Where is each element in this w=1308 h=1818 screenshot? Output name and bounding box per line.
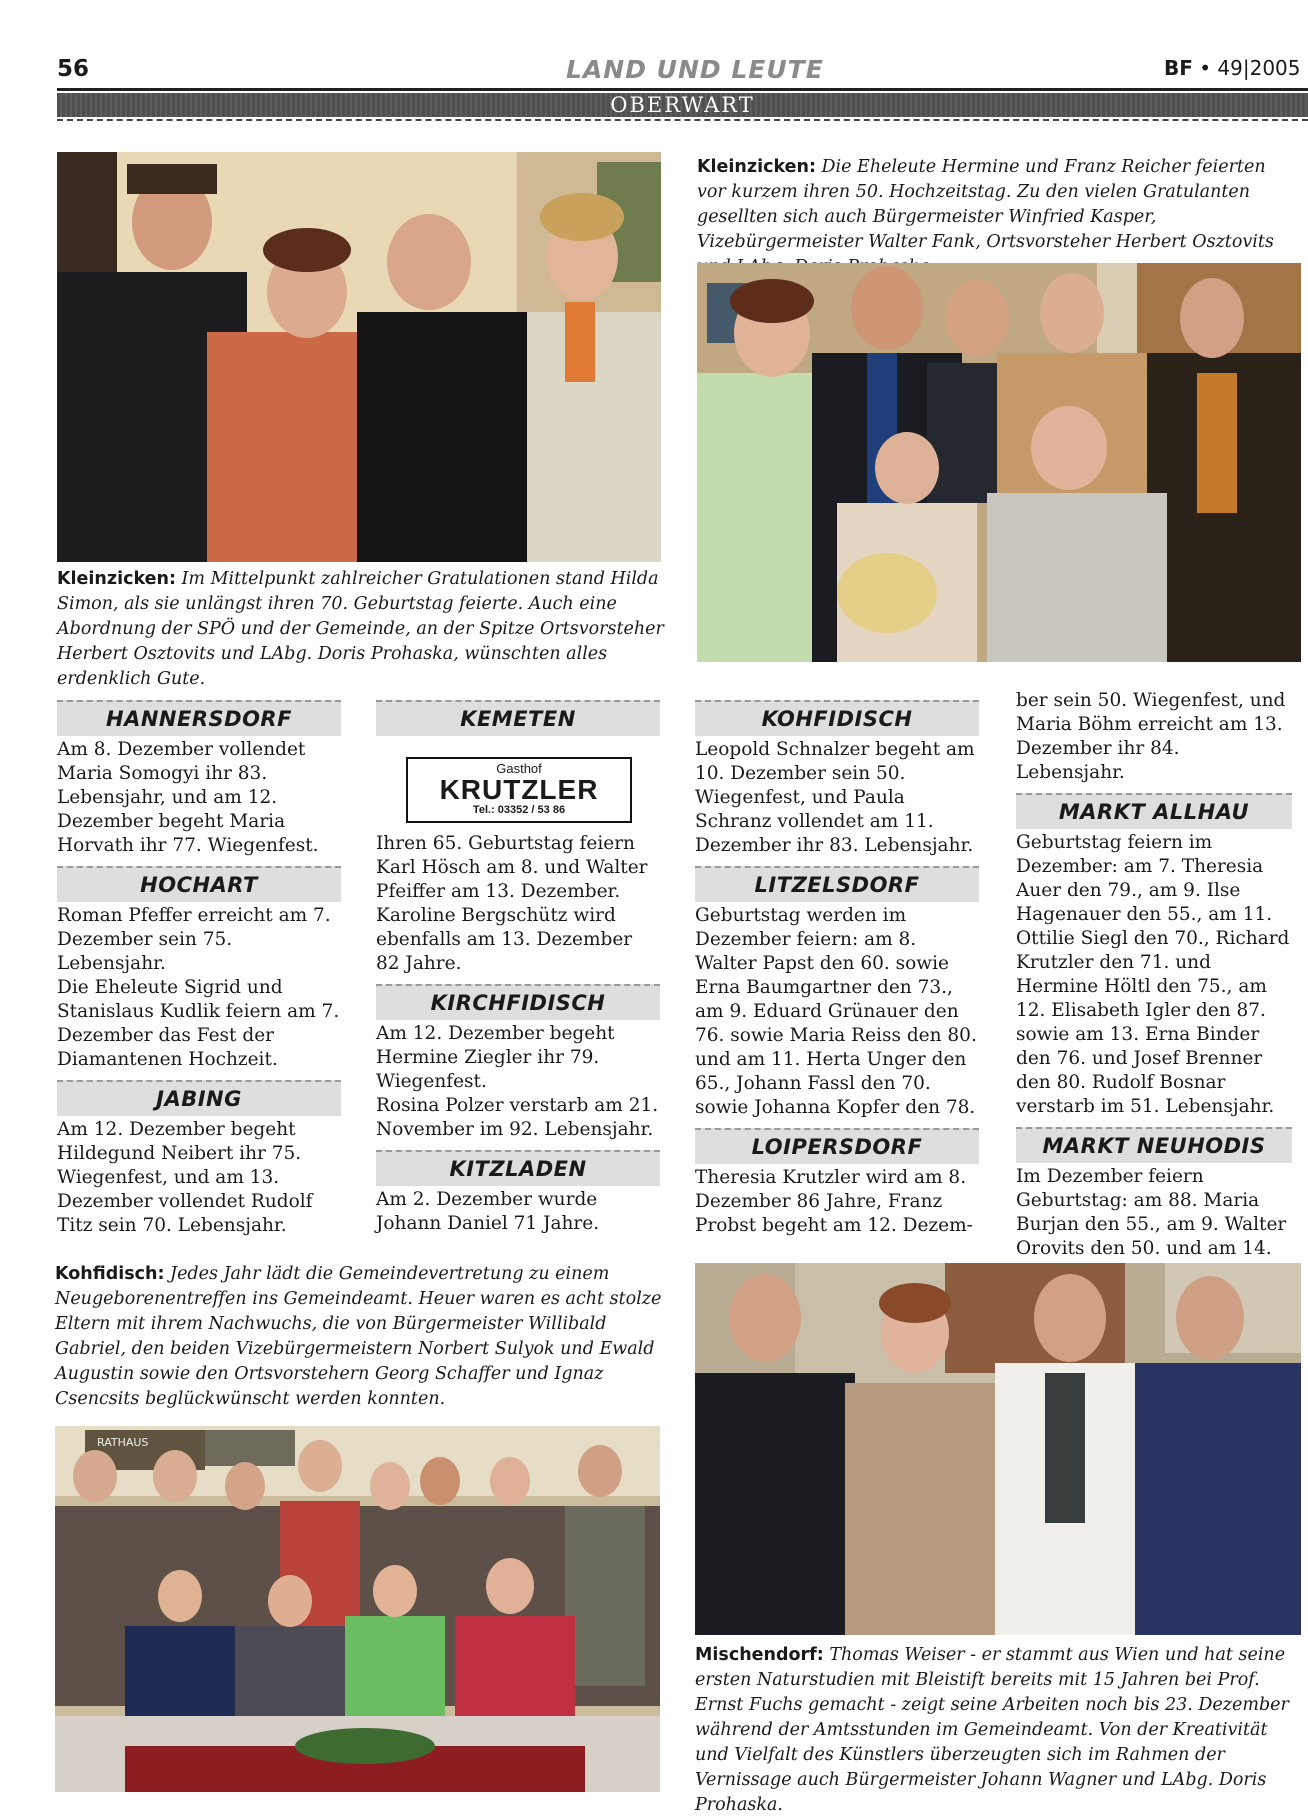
header-dashed-rule	[57, 119, 1308, 121]
issue-number: • 49|2005	[1192, 56, 1301, 80]
column-4	[1016, 689, 1292, 1309]
caption-place: Kohfidisch:	[55, 1264, 165, 1284]
paragraph: Geburtstag werden im Dezember feiern: am 8. Walter Papst den 60. sowie Erna Baumgartner den 73., am 9. Eduard Grünauer den 76. sowie Maria Reiss den 80. und am 11. Herta Unger den 65., Johann Fassl den 70. sowie Johanna Kopfer den 78.	[695, 905, 977, 1118]
page-number: 56	[57, 56, 90, 82]
text-hannersdorf	[57, 738, 341, 858]
photo-sign-text: RATHAUS	[97, 1436, 149, 1449]
heading-jabing: JABING	[57, 1080, 341, 1116]
paragraph: Roman Pfeffer erreicht am 7. Dezember sein 75. Lebensjahr.	[57, 905, 331, 974]
caption-text: Die Eheleute Hermine und Franz Reicher feierten vor kurzem ihren 50. Hochzeitstag. Zu den vielen Gratulanten gesellten sich auch Bürgermeister Winfried Kasper, Vizebürgermeister Walter Fank, Ortsvorsteher Herbert Osztovits	[697, 157, 1274, 252]
column-2-body	[376, 832, 660, 1236]
region-title: OBERWART	[610, 93, 755, 117]
column-1	[57, 700, 341, 1238]
text-loipersdorf	[695, 1166, 979, 1238]
paragraph: Rosina Polzer verstarb am 21. November im 92. Lebensjahr.	[376, 1095, 659, 1140]
caption-text: Im Mittelpunkt zahlreicher Gratulationen stand Hilda Simon, als sie unlängst ihren 70. Geburtstag feierte. Auch eine Abordnung der SPÖ und der Gemeinde, an der Spitze Ortsvorsteher Herbert Osztovits und LAbg. Doris Prohaska, wünschten alles erdenklich Gute.	[57, 569, 664, 689]
heading-markt-allhau: MARKT ALLHAU	[1016, 793, 1292, 829]
publication-name: BF	[1164, 56, 1193, 80]
ad-phone: Tel.: 03352 / 53 86	[472, 804, 566, 816]
section-title: LAND UND LEUTE	[566, 55, 824, 84]
paragraph: Die Eheleute Sigrid und Stanislaus Kudlik feiern am 7. Dezember das Fest der Diamantenen Hochzeit.	[57, 977, 340, 1070]
heading-hannersdorf: HANNERSDORF	[57, 700, 341, 736]
paragraph: Ihren 65. Geburtstag feiern Karl Hösch am 8. und Walter Pfeiffer am 13. Dezember. Karoline Bergschütz wird ebenfalls am 13. Dezember 82 Jahre.	[376, 833, 648, 974]
photo-birthday-hilda-simon	[57, 152, 661, 562]
heading-hochart: HOCHART	[57, 866, 341, 902]
caption-kleinzicken-1	[57, 567, 667, 692]
photo-image	[697, 263, 1301, 662]
paragraph: Am 12. Dezember begeht Hermine Ziegler ihr 79. Wiegenfest.	[376, 1023, 615, 1092]
photo-image	[57, 152, 661, 562]
region-band	[57, 93, 1308, 117]
column-2	[376, 700, 660, 736]
heading-kitzladen: KITZLADEN	[376, 1150, 660, 1186]
header-rule	[57, 88, 1308, 91]
ad-line-1: Gasthof	[496, 761, 542, 776]
caption-kohfidisch	[55, 1262, 665, 1412]
heading-kirchfidisch: KIRCHFIDISCH	[376, 984, 660, 1020]
heading-loipersdorf: LOIPERSDORF	[695, 1128, 979, 1164]
paragraph: ber sein 50. Wiegenfest, und Maria Böhm erreicht am 13. Dezember ihr 84. Lebensjahr.	[1016, 690, 1286, 783]
photo-image	[55, 1426, 660, 1792]
paragraph: Theresia Krutzler wird am 8. Dezember 86 Jahre, Franz Probst begeht am 12. Dezem-	[695, 1167, 973, 1236]
text-markt-allhau	[1016, 831, 1292, 1119]
ad-gasthof-krutzler	[406, 757, 632, 823]
text-loipersdorf-continued	[1016, 689, 1292, 785]
text-kemeten	[376, 832, 660, 976]
photo-vernissage-mischendorf	[695, 1263, 1301, 1635]
caption-place: Kleinzicken:	[57, 569, 176, 589]
photo-image	[695, 1263, 1301, 1635]
column-3	[695, 700, 979, 1238]
text-kitzladen	[376, 1188, 660, 1236]
caption-kleinzicken-2	[697, 155, 1297, 280]
text-kohfidisch	[695, 738, 979, 858]
heading-kemeten: KEMETEN	[376, 700, 660, 736]
caption-place: Kleinzicken:	[697, 157, 816, 177]
ad-line-2: KRUTZLER	[439, 774, 599, 805]
caption-text: Jedes Jahr lädt die Gemeindevertretung zu einem Neugeborenentreffen ins Gemeindeamt. Heuer waren es acht stolze Eltern mit ihrem Nachwuchs, die von Bürgermeister Willibald Gabriel, den beiden Vizebürgermeistern Norbert Sulyok und Ewald Augustin sowie den Ortsvorstehern Georg Schaffer und Ignaz Csencsits beglückwünscht werden konnten.	[55, 1264, 662, 1409]
text-kirchfidisch	[376, 1022, 660, 1142]
publication-issue	[1164, 56, 1301, 80]
heading-kohfidisch: KOHFIDISCH	[695, 700, 979, 736]
text-jabing	[57, 1118, 341, 1238]
paragraph: Im Dezember feiern Geburtstag: am 88. Maria Burjan den 55., am 9. Walter Orovits den 50. und am 14.	[1016, 1166, 1287, 1259]
paragraph: Geburtstag feiern im Dezember: am 7. Theresia Auer den 79., am 9. Ilse Hagenauer den 55., am 11. Ottilie Siegl den 70., Richard Krutzler den 71. und Hermine Höltl den 75., am 12. Elisabeth Igler den 87. sowie am 13. Erna Binder den 76. und Josef Brenner den 80. Rudolf Bosnar verstarb im 51. Lebensjahr.	[1016, 832, 1290, 1117]
caption-mischendorf	[695, 1643, 1299, 1818]
photo-golden-wedding-reicher	[697, 263, 1301, 662]
paragraph: Am 12. Dezember begeht Hildegund Neibert ihr 75. Wiegenfest, und am 13. Dezember vollendet Rudolf Titz sein 70. Lebensjahr.	[57, 1119, 313, 1236]
paragraph: Am 8. Dezember vollendet Maria Somogyi ihr 83. Lebensjahr, und am 12. Dezember begeht Maria Horvath ihr 77. Wiegenfest.	[57, 739, 319, 856]
paragraph: Leopold Schnalzer begeht am 10. Dezember sein 50. Wiegenfest, und Paula Schranz vollendet am 11. Dezember ihr 83. Lebensjahr.	[695, 739, 975, 856]
paragraph: Am 2. Dezember wurde Johann Daniel 71 Jahre.	[376, 1189, 600, 1234]
heading-litzelsdorf: LITZELSDORF	[695, 866, 979, 902]
photo-newborn-meeting-kohfidisch	[55, 1426, 660, 1792]
heading-markt-neuhodis: MARKT NEUHODIS	[1016, 1127, 1292, 1163]
caption-text: Thomas Weiser - er stammt aus Wien und hat seine ersten Naturstudien mit Bleistift bereits mit 15 Jahren bei Prof. Ernst Fuchs gemacht - zeigt seine Arbeiten noch bis 23. Dezember während der Amtsstunden im Gemeindeamt. Von der Kreativität und Vielfalt des Künstlers überzeugten sich im Rahmen der Vernissage auch Bürgermeister Johann Wagner und LAbg. Doris Prohaska.	[695, 1645, 1289, 1815]
caption-place: Mischendorf:	[695, 1645, 824, 1665]
text-litzelsdorf	[695, 904, 979, 1120]
text-hochart	[57, 904, 341, 1072]
